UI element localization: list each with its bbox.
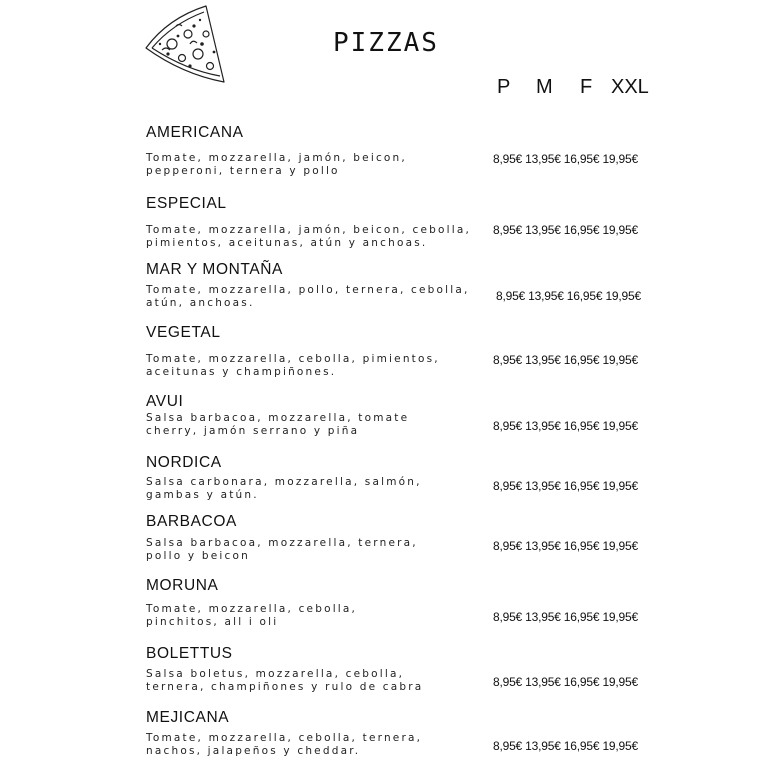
item-name: VEGETAL [146,324,221,341]
menu-item [146,709,666,757]
item-prices: 8,95€ 13,95€ 16,95€ 19,95€ [493,353,638,367]
item-prices: 8,95€ 13,95€ 16,95€ 19,95€ [493,539,638,553]
item-name: AVUI [146,393,184,410]
menu-item [146,261,666,309]
item-prices: 8,95€ 13,95€ 16,95€ 19,95€ [493,223,638,237]
item-prices: 8,95€ 13,95€ 16,95€ 19,95€ [493,152,638,166]
menu-item [146,454,666,501]
item-description-line1: Salsa barbacoa, mozzarella, tomate [146,412,410,424]
item-prices: 8,95€ 13,95€ 16,95€ 19,95€ [496,289,641,303]
item-description-line1: Tomate, mozzarella, jamón, beicon, cebolla, [146,224,471,236]
item-description-line1: Tomate, mozzarella, jamón, beicon, [146,152,407,164]
item-description-line1: Tomate, mozzarella, cebolla, pimientos, [146,353,440,365]
menu-item [146,124,666,177]
item-description-line2: cherry, jamón serrano y piña [146,425,360,437]
menu-item [146,324,666,378]
item-description-line2: nachos, jalapeños y cheddar. [146,745,361,757]
item-name: MORUNA [146,577,219,594]
item-prices: 8,95€ 13,95€ 16,95€ 19,95€ [493,675,638,689]
item-description-line2: ternera, champiñones y rulo de cabra [146,681,424,693]
item-description-line2: aceitunas y champiñones. [146,366,337,378]
item-description-line2: pimientos, aceitunas, atún y anchoas. [146,237,428,249]
item-prices: 8,95€ 13,95€ 16,95€ 19,95€ [493,419,638,433]
item-description-line1: Tomate, mozzarella, pollo, ternera, cebolla, [146,284,470,296]
item-description-line1: Salsa boletus, mozzarella, cebolla, [146,668,405,680]
menu-title: PIZZAS [333,28,439,58]
item-description-line1: Tomate, mozzarella, cebolla, [146,603,358,615]
item-prices: 8,95€ 13,95€ 16,95€ 19,95€ [493,739,638,753]
item-name: BARBACOA [146,513,237,530]
item-name: NORDICA [146,454,222,471]
item-description-line2: atún, anchoas. [146,297,255,309]
size-header-p: P [497,76,511,98]
item-name: BOLETTUS [146,645,233,662]
item-prices: 8,95€ 13,95€ 16,95€ 19,95€ [493,479,638,493]
menu-item [146,393,666,437]
menu-item [146,645,666,693]
item-name: AMERICANA [146,124,244,141]
pizza-slice-icon [142,4,226,84]
item-description-line2: pinchitos, all i oli [146,616,279,628]
item-description-line2: pollo y beicon [146,550,250,562]
menu-item [146,195,666,249]
item-name: MEJICANA [146,709,230,726]
menu-item [146,513,666,562]
item-description-line2: gambas y atún. [146,489,259,501]
item-description-line1: Tomate, mozzarella, cebolla, ternera, [146,732,423,744]
item-name: MAR Y MONTAÑA [146,261,283,278]
item-description-line2: pepperoni, ternera y pollo [146,165,340,177]
item-description-line1: Salsa carbonara, mozzarella, salmón, [146,476,422,488]
size-header-xxl: XXL [611,76,649,98]
item-prices: 8,95€ 13,95€ 16,95€ 19,95€ [493,610,638,624]
item-name: ESPECIAL [146,195,227,212]
item-description-line1: Salsa barbacoa, mozzarella, ternera, [146,537,418,549]
size-header-m: M [536,76,553,98]
size-header-f: F [580,76,593,98]
menu-item [146,577,666,628]
